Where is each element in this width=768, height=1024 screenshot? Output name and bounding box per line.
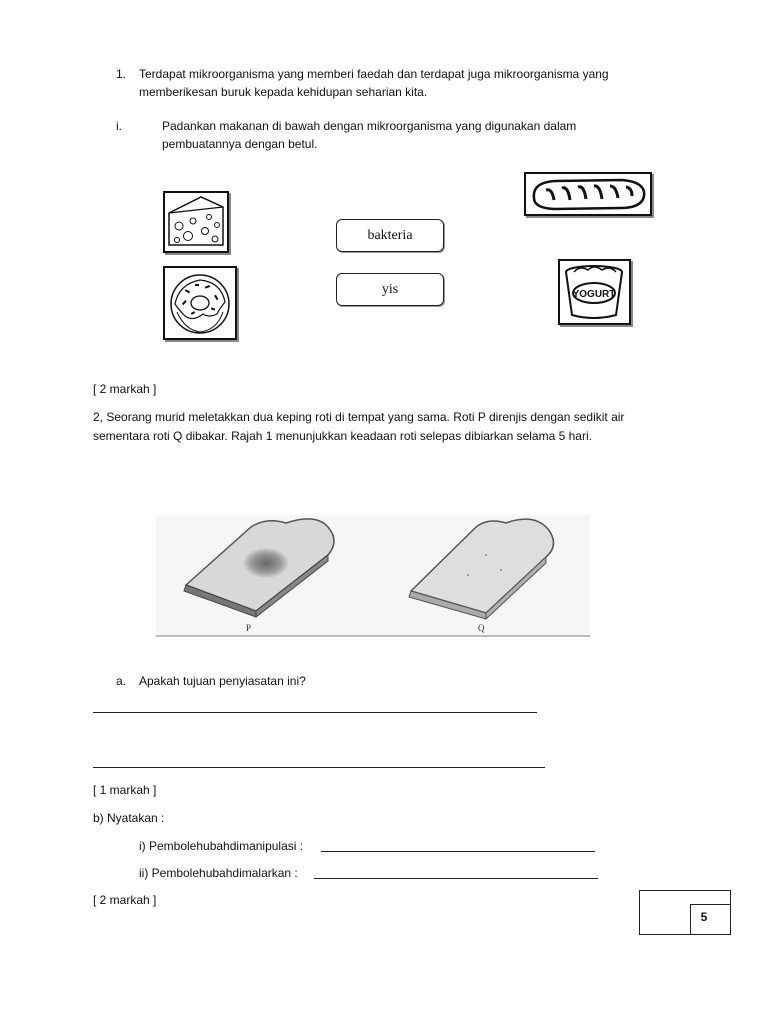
bread-slices-figure	[156, 515, 590, 637]
sub-question-line1: Padankan makanan di bawah dengan mikroorganisma yang digunakan dalam	[162, 119, 577, 133]
question-2-intro-line2: sementara roti Q dibakar. Rajah 1 menunjukkan keadaan roti selepas dibiarkan selama 5 hari.	[93, 429, 592, 443]
question-1-text-line2: memberikesan buruk kepada kehidupan seharian kita.	[139, 85, 428, 99]
part-b-marks: [ 2 markah ]	[93, 893, 157, 907]
part-a-question: Apakah tujuan penyiasatan ini?	[139, 674, 306, 688]
option-yis-label: yis	[381, 282, 399, 297]
bread-slices-drawing	[156, 515, 590, 635]
bread-loaf-icon	[526, 174, 650, 214]
manipulated-answer-line[interactable]	[321, 851, 595, 852]
yogurt-cup-icon	[560, 261, 629, 323]
option-bakteria-box	[336, 219, 444, 252]
part-b-heading: b) Nyatakan :	[93, 811, 165, 825]
question-1-text-line1: Terdapat mikroorganisma yang memberi faedah dan terdapat juga mikroorganisma yang	[139, 67, 609, 81]
bread-label-q: Q	[478, 623, 485, 633]
question-1-marks: [ 2 markah ]	[93, 382, 157, 396]
part-b-manipulated-label: i) Pembolehubahdimanipulasi :	[139, 839, 304, 853]
part-a-label: a.	[116, 674, 127, 688]
question-1-number: 1.	[116, 67, 127, 81]
controlled-answer-line[interactable]	[314, 878, 598, 879]
answer-line-1[interactable]	[93, 712, 537, 713]
yogurt-label: YOGURT	[572, 289, 616, 300]
yogurt-picture	[558, 259, 631, 325]
sub-question-line2: pembuatannya dengan betul.	[162, 137, 318, 151]
sub-question-number: i.	[116, 119, 122, 133]
marks-box-inner	[690, 904, 731, 935]
answer-line-2[interactable]	[93, 767, 545, 768]
part-a-marks: [ 1 markah ]	[93, 783, 157, 797]
option-bakteria-label: bakteria	[367, 228, 413, 243]
bread-label-p: P	[246, 623, 252, 633]
donut-picture	[163, 266, 237, 340]
cheese-icon	[165, 193, 227, 251]
part-b-controlled-label: ii) Pembolehubahdimalarkan :	[139, 866, 298, 880]
bread-loaf-picture	[524, 172, 652, 216]
option-yis-box	[336, 273, 444, 306]
page-marks-value: 5	[700, 910, 708, 924]
donut-icon	[165, 268, 235, 338]
question-2-intro-line1: 2, Seorang murid meletakkan dua keping roti di tempat yang sama. Roti P direnjis dengan sedikit air	[93, 410, 625, 424]
cheese-picture	[163, 191, 229, 253]
